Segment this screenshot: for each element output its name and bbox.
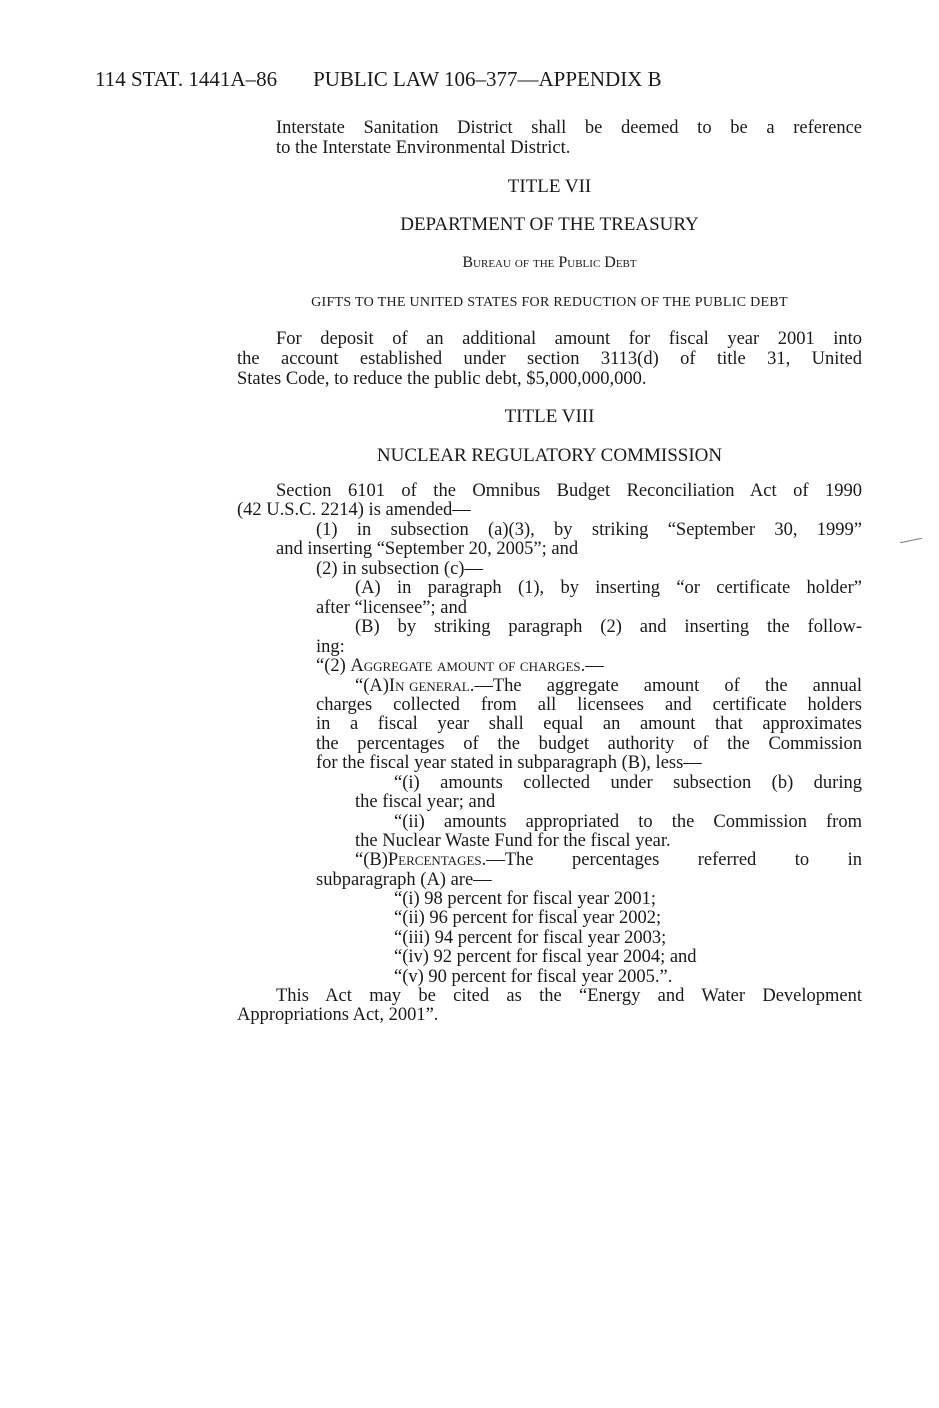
nrc-heading: NUCLEAR REGULATORY COMMISSION [376,445,723,466]
percentages-title: Percentages. [387,850,487,870]
in-general-line-1 [355,676,862,696]
aggregate-number: “(2) [316,656,351,676]
in-general-number: “(A) [355,676,389,696]
percent-2005: “(v) 90 percent for fiscal year 2005.”. [394,967,673,987]
clause-ii-line-1: “(ii) amounts appropriated to the Commission from [394,812,862,832]
amend-2a-line-1: (A) in paragraph (1), by inserting “or certificate holder” [355,578,862,598]
percent-2003: “(iii) 94 percent for fiscal year 2003; [394,928,667,948]
section-line-1: Section 6101 of the Omnibus Budget Reconciliation Act of 1990 [276,481,862,501]
law-title: PUBLIC LAW 106–377—APPENDIX B [313,67,662,91]
deposit-line-1: For deposit of an additional amount for fiscal year 2001 into [276,329,862,349]
short-title-line-1: This Act may be cited as the “Energy and Water Development [276,986,862,1006]
deposit-line-2: the account established under section 3113(d) of title 31, United [237,349,862,369]
amend-2b-line-2: ing: [316,637,345,657]
gifts-heading: GIFTS TO THE UNITED STATES FOR REDUCTION OF THE PUBLIC DEBT [311,295,788,310]
percent-2001: “(i) 98 percent for fiscal year 2001; [394,889,656,909]
treasury-heading: DEPARTMENT OF THE TREASURY [400,214,699,235]
amend-1-line-1: (1) in subsection (a)(3), by striking “September 30, 1999” [316,520,862,540]
in-general-text: —The aggregate amount of the annual [474,676,862,696]
margin-mark [900,538,922,544]
in-general-line-2: charges collected from all licensees and certificate holders [316,695,862,715]
percentages-line-1 [355,850,862,870]
clause-i-line-1: “(i) amounts collected under subsection (b) during [394,773,862,793]
percentages-text: —The percentages referred to in [486,850,862,870]
clause-i-line-2: the fiscal year; and [355,792,496,812]
title-vii-heading: TITLE VII [507,176,592,197]
short-title-line-2: Appropriations Act, 2001”. [237,1005,439,1025]
amend-2a-line-2: after “licensee”; and [316,598,467,618]
stat-citation: 114 STAT. 1441A–86 [95,67,278,91]
percentages-number: “(B) [355,850,388,870]
percentages-line-2: subparagraph (A) are— [316,870,492,890]
aggregate-heading [316,656,604,676]
page-header [95,67,662,92]
deposit-line-3: States Code, to reduce the public debt, $5,000,000,000. [237,369,647,389]
percent-2004: “(iv) 92 percent for fiscal year 2004; and [394,947,697,967]
in-general-line-3: in a fiscal year shall equal an amount that approximates [316,714,862,734]
amend-2-line: (2) in subsection (c)— [316,559,483,579]
in-general-title: In general. [388,676,475,696]
amend-2b-line-1: (B) by striking paragraph (2) and inserting the follow- [355,617,862,637]
section-line-2: (42 U.S.C. 2214) is amended— [237,500,471,520]
bureau-heading: Bureau of the Public Debt [462,254,637,271]
amend-1-line-2: and inserting “September 20, 2005”; and [276,539,579,559]
title-viii-heading: TITLE VIII [504,406,595,427]
percent-2002: “(ii) 96 percent for fiscal year 2002; [394,908,662,928]
in-general-line-5: for the fiscal year stated in subparagraph (B), less— [316,753,702,773]
intro-line-2: to the Interstate Environmental District. [276,138,571,158]
in-general-line-4: the percentages of the budget authority of the Commission [316,734,862,754]
aggregate-title: Aggregate amount of charges.— [350,656,604,676]
clause-ii-line-2: the Nuclear Waste Fund for the fiscal year. [355,831,671,851]
intro-line-1: Interstate Sanitation District shall be deemed to be a reference [276,118,862,138]
